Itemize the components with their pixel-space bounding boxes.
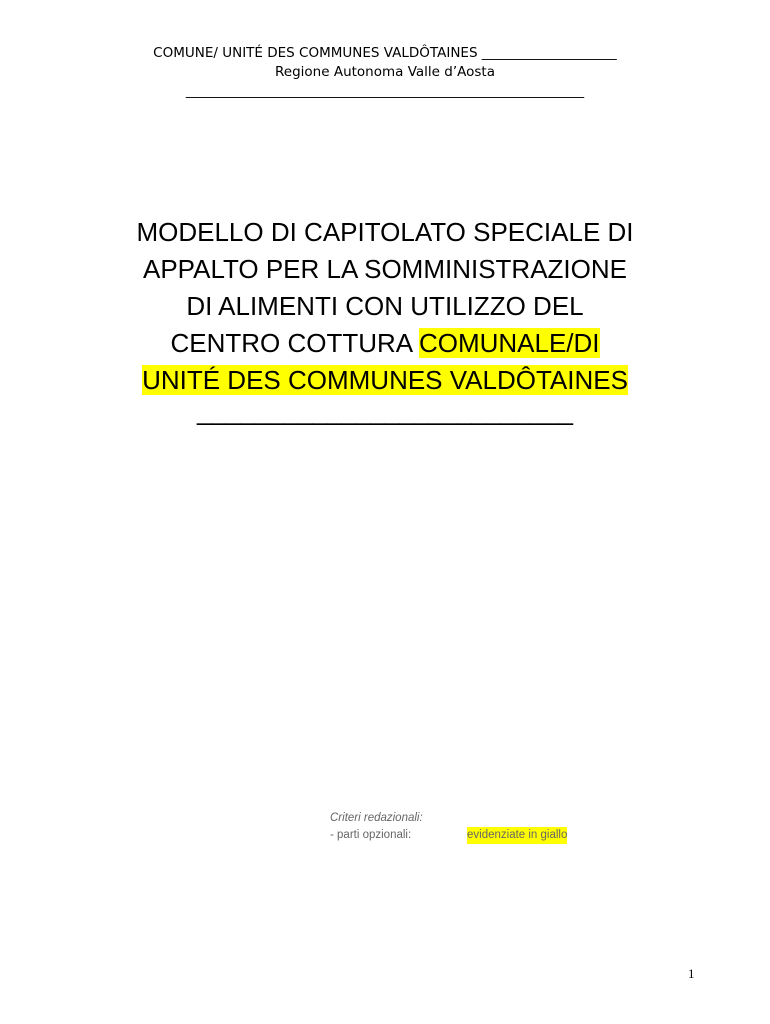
page-number: 1 bbox=[688, 966, 695, 981]
criteria-item bbox=[330, 827, 567, 844]
document-title bbox=[60, 214, 710, 399]
title-line-1: MODELLO DI CAPITOLATO SPECIALE DI bbox=[136, 217, 634, 247]
title-line-3: DI ALIMENTI CON UTILIZZO DEL bbox=[186, 291, 584, 321]
title-line-2: APPALTO PER LA SOMMINISTRAZIONE bbox=[143, 254, 627, 284]
document-header bbox=[0, 44, 770, 101]
title-line-4-text: CENTRO COTTURA bbox=[170, 328, 419, 358]
criteria-item-value: evidenziate in giallo bbox=[467, 827, 567, 844]
criteria-heading: Criteri redazionali: bbox=[330, 812, 423, 824]
title-fill-blank: __________________________ bbox=[197, 396, 573, 426]
title-highlight-unite: UNITÉ DES COMMUNES VALDÔTAINES bbox=[142, 365, 628, 395]
criteria-item-label: - parti opzionali: bbox=[330, 829, 412, 841]
header-underline: ___________________________________________________________ bbox=[185, 83, 585, 99]
header-region: Regione Autonoma Valle d’Aosta bbox=[275, 64, 495, 80]
title-highlight-comunale: COMUNALE/DI bbox=[418, 328, 600, 358]
title-line-4 bbox=[60, 325, 710, 362]
editorial-criteria bbox=[330, 810, 567, 844]
title-line-5 bbox=[60, 362, 710, 399]
header-municipality: COMUNE/ UNITÉ DES COMMUNES VALDÔTAINES ____________________ bbox=[153, 45, 617, 61]
